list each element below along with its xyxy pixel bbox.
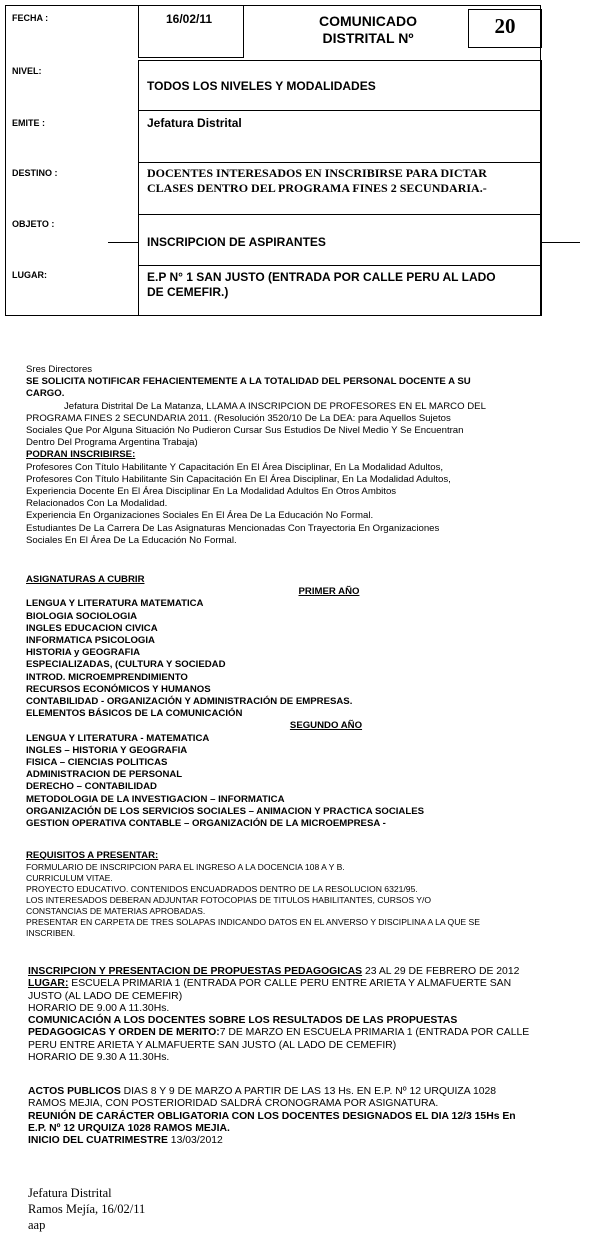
footer-line-1: Jefatura Distrital [28, 1186, 112, 1200]
inscribirse-item: Relacionados Con La Modalidad. [26, 498, 168, 510]
segundo-subject: ORGANIZACIÓN DE LOS SERVICIOS SOCIALES – ANIMACION Y PRACTICA SOCIALES [26, 805, 425, 817]
asignaturas-section [26, 574, 582, 830]
actos-label: ACTOS PUBLICOS [28, 1086, 121, 1097]
reunion-line-1: REUNIÓN DE CARÁCTER OBLIGATORIA CON LOS DOCENTES DESIGNADOS EL DIA 12/3 15Hs En [28, 1110, 516, 1122]
footer-line-2: Ramos Mejía, 16/02/11 [28, 1202, 146, 1216]
comunicacion-line-1: COMUNICACIÓN A LOS DOCENTES SOBRE LOS RESULTADOS DE LAS PROPUESTAS [28, 1015, 458, 1027]
inscripcion-heading: INSCRIPCION Y PRESENTACION DE PROPUESTAS PEDAGOGICAS [28, 966, 363, 977]
emite-value: Jefatura Distrital [147, 116, 242, 130]
emite-label: EMITE : [12, 118, 45, 128]
primer-subject: HISTORIA y GEOGRAFIA [26, 647, 141, 659]
horario-1: HORARIO DE 9.00 A 11.30Hs. [28, 1002, 170, 1014]
requisito-item: CONSTANCIAS DE MATERIAS APROBADAS. [26, 906, 206, 916]
destino-line-1: DOCENTES INTERESADOS EN INSCRIBIRSE PARA DICTAR [147, 166, 487, 180]
segundo-subject: METODOLOGIA DE LA INVESTIGACION – INFORMATICA [26, 793, 285, 805]
notice-line-1: SE SOLICITA NOTIFICAR FEHACIENTEMENTE A LA TOTALIDAD DEL PERSONAL DOCENTE A SU [26, 376, 471, 388]
lugar-label: LUGAR: [12, 270, 47, 280]
primer-subject: INFORMATICA PSICOLOGIA [26, 635, 155, 647]
footer-line-3: aap [28, 1218, 46, 1232]
requisito-item: PRESENTAR EN CARPETA DE TRES SOLAPAS INDICANDO DATOS EN EL ANVERSO Y DISCIPLINA A LA QUE SE [26, 917, 481, 927]
intro-section [26, 364, 582, 547]
title-line-1: COMUNICADO [319, 13, 417, 29]
inscribirse-item: Experiencia En Organizaciones Sociales En El Área De La Educación No Formal. [26, 510, 374, 522]
inscribirse-item: Sociales En El Área De La Educación No Formal. [26, 534, 237, 546]
actos-line-2: RAMOS MEJIA, CON POSTERIORIDAD SALDRÁ CRONOGRAMA POR ASIGNATURA. [28, 1098, 439, 1110]
intro-para-4: Dentro Del Programa Argentina Trabaja) [26, 437, 198, 449]
primer-subject: BIOLOGIA SOCIOLOGIA [26, 610, 138, 622]
reunion-line-2: E.P. Nº 12 URQUIZA 1028 RAMOS MEJIA. [28, 1122, 230, 1134]
actos-line-1: DIAS 8 Y 9 DE MARZO A PARTIR DE LAS 13 Hs. EN E.P. Nº 12 URQUIZA 1028 [120, 1086, 497, 1097]
segundo-subject: INGLES – HISTORIA Y GEOGRAFIA [26, 744, 188, 756]
notice-line-2: CARGO. [26, 388, 65, 400]
comunicacion-line-3: PERU ENTRE ARIETA Y ALMAFUERTE SAN JUSTO (AL LADO DE CEMEFIR) [28, 1039, 397, 1051]
inscripcion-lugar-line-2: JUSTO (AL LADO DE CEMEFIR) [28, 990, 183, 1002]
intro-para-1: Jefatura Distrital De La Matanza, LLAMA A INSCRIPCION DE PROFESORES EN EL MARCO DEL [64, 400, 486, 412]
fecha-label: FECHA : [12, 13, 49, 23]
communique-number: 20 [494, 14, 516, 38]
objeto-label: OBJETO : [12, 219, 55, 229]
primer-ano-heading: PRIMER AÑO [298, 586, 360, 598]
inscripcion-lugar-line-1: ESCUELA PRIMARIA 1 (ENTRADA POR CALLE PERU ENTRE ARIETA Y ALMAFUERTE SAN [68, 978, 512, 990]
lugar-line-2: DE CEMEFIR.) [147, 285, 229, 299]
intro-para-3: Sociales Que Por Alguna Situación No Pudieron Cursar Sus Estudios De Nivel Medio Y Se Encuentran [26, 425, 464, 437]
salutation: Sres Directores [26, 364, 93, 375]
intro-para-2: PROGRAMA FINES 2 SECUNDARIA 2011. (Resolución 3520/10 De La DEA: para Aquellos Sujetos [26, 412, 451, 424]
segundo-subject: DERECHO – CONTABILIDAD [26, 781, 157, 793]
primer-subject: CONTABILIDAD - ORGANIZACIÓN Y ADMINISTRACIÓN DE EMPRESAS. [26, 696, 353, 708]
title-line-2: DISTRITAL Nº [322, 30, 414, 46]
requisito-item: CURRICULUM VITAE. [26, 873, 113, 883]
fecha-value: 16/02/11 [166, 12, 213, 26]
objeto-left-line [108, 242, 138, 243]
inscribirse-heading: PODRAN INSCRIBIRSE: [26, 449, 136, 461]
objeto-right-line [541, 242, 580, 243]
actos-section [28, 1086, 584, 1147]
comunicacion-line-2-bold: PEDAGOGICAS Y ORDEN DE MERITO: [28, 1027, 220, 1039]
inicio-value: 13/03/2012 [167, 1135, 223, 1147]
requisito-item: INSCRIBEN. [26, 928, 76, 938]
inscripcion-dates: 23 AL 29 DE FEBRERO DE 2012 [362, 966, 520, 977]
primer-subject: INGLES EDUCACION CIVICA [26, 622, 158, 634]
nivel-label: NIVEL: [12, 66, 42, 76]
requisitos-section [26, 850, 582, 939]
inscribirse-item: Experiencia Docente En El Área Disciplinar En La Modalidad Adultos En Otros Ambitos [26, 486, 397, 498]
primer-subject: ELEMENTOS BÁSICOS DE LA COMUNICACIÓN [26, 708, 243, 720]
asignaturas-heading: ASIGNATURAS A CUBRIR [26, 574, 145, 585]
inscribirse-item: Profesores Con Título Habilitante Y Capacitación En El Área Disciplinar, En La Modalidad Adultos, [26, 461, 444, 473]
lugar-value [147, 270, 496, 300]
inscripcion-section [28, 966, 584, 1064]
destino-value [147, 166, 487, 196]
destino-label: DESTINO : [12, 168, 58, 178]
nivel-value: TODOS LOS NIVELES Y MODALIDADES [147, 79, 376, 93]
inscribirse-item: Profesores Con Título Habilitante Sin Capacitación En El Área Disciplinar, En La Modalidad Adultos, [26, 473, 451, 485]
segundo-subject: ADMINISTRACION DE PERSONAL [26, 769, 183, 781]
lugar-line-1: E.P N° 1 SAN JUSTO (ENTRADA POR CALLE PERU AL LADO [147, 270, 496, 284]
segundo-subject: LENGUA Y LITERATURA - MATEMATICA [26, 732, 210, 744]
comunicacion-line-2: 7 DE MARZO EN ESCUELA PRIMARIA 1 (ENTRADA POR CALLE [219, 1027, 530, 1039]
requisito-item: FORMULARIO DE INSCRIPCION PARA EL INGRESO A LA DOCENCIA 108 A Y B. [26, 862, 345, 872]
horario-2: HORARIO DE 9.30 A 11.30Hs. [28, 1052, 170, 1064]
inicio-label: INICIO DEL CUATRIMESTRE [28, 1135, 168, 1147]
primer-subject: ESPECIALIZADAS, (CULTURA Y SOCIEDAD [26, 659, 226, 671]
inscripcion-lugar-label: LUGAR: [28, 978, 69, 990]
segundo-ano-heading: SEGUNDO AÑO [289, 720, 363, 732]
objeto-value: INSCRIPCION DE ASPIRANTES [147, 235, 326, 249]
segundo-subject: FISICA – CIENCIAS POLITICAS [26, 757, 168, 769]
requisito-item: LOS INTERESADOS DEBERAN ADJUNTAR FOTOCOPIAS DE TITULOS HABILITANTES, CURSOS Y/O [26, 895, 432, 905]
signature-block [28, 1185, 145, 1233]
document-title [296, 13, 440, 47]
segundo-subject: GESTION OPERATIVA CONTABLE – ORGANIZACIÓN DE LA MICROEMPRESA - [26, 818, 386, 830]
primer-subject: INTROD. MICROEMPRENDIMIENTO [26, 671, 188, 683]
destino-line-2: CLASES DENTRO DEL PROGRAMA FINES 2 SECUNDARIA.- [147, 181, 487, 195]
primer-subject: RECURSOS ECONÓMICOS Y HUMANOS [26, 683, 211, 695]
primer-subject: LENGUA Y LITERATURA MATEMATICA [26, 598, 204, 610]
requisitos-heading: REQUISITOS A PRESENTAR: [26, 850, 159, 861]
requisito-item: PROYECTO EDUCATIVO. CONTENIDOS ENCUADRADOS DENTRO DE LA RESOLUCION 6321/95. [26, 884, 418, 894]
inscribirse-item: Estudiantes De La Carrera De Las Asignaturas Mencionadas Con Trayectoria En Organizaciones [26, 522, 440, 534]
